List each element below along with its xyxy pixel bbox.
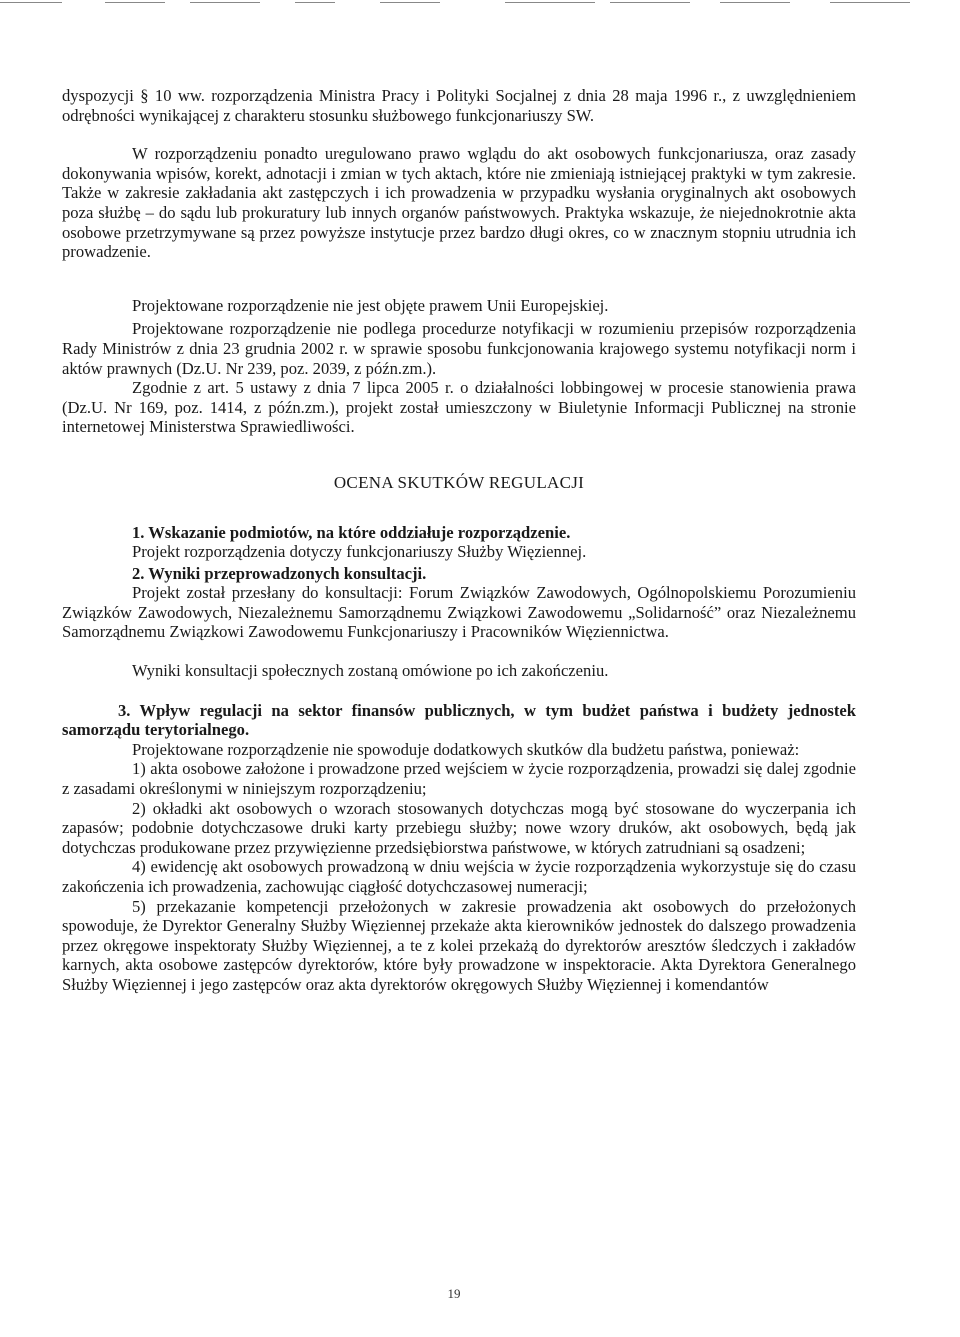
paragraph-lobbying: Zgodnie z art. 5 ustawy z dnia 7 lipca 2005 r. o działalności lobbingowej w procesie stanowienia prawa (Dz.U. Nr 169, poz. 1414, z późn.zm.), projekt został umieszczony w Biuletynie Informacji Publicznej na stronie internetowej Ministerstwa Sprawiedliwości.: [62, 378, 856, 437]
paragraph-eu-law: Projektowane rozporządzenie nie jest objęte prawem Unii Europejskiej.: [132, 295, 609, 315]
section-2-title: 2. Wyniki przeprowadzonych konsultacji.: [132, 563, 427, 583]
scan-edge-artifact: [0, 0, 960, 8]
paragraph-personnel-files-access: W rozporządzeniu ponadto uregulowano prawo wglądu do akt osobowych funkcjonariusza, oraz zasady dokonywania wpisów, korekt, adnotacji i zmian w tych aktach, które nie zmieniają istniejącej praktyki w tym zakresie. Także w zakresie zakładania akt zastępczych i ich prowadzenia w przypadku wysłania oryginalnych akt osobowych poza służbę – do sądu lub prokuratury lub innych organów państwowych. Praktyka wskazuje, że niejednokrotnie akta osobowe przetrzymywane są przez powyższe instytucje przez bardzo długi okres, co w znacznym stopniu utrudnia ich prowadzenie.: [62, 144, 856, 262]
list-item: 2) okładki akt osobowych o wzorach stosowanych dotychczas mogą być stosowane do wyczerpania ich zapasów; podobnie dotychczasowe druki karty przebiegu służby; nowe wzory druków, akt osobowych, będą jak dotychczas produkowane przez przywięzienne przedsiębiorstwa państwowe, w których zatrudniani są osadzeni;: [62, 798, 856, 857]
section-3-title-line-1: 3. Wpływ regulacji na sektor finansów publicznych, w tym budżet państwa i budżety: [118, 700, 779, 720]
section-1-title: 1. Wskazanie podmiotów, na które oddziałuje rozporządzenie.: [132, 522, 571, 542]
section-3-title: [62, 701, 856, 740]
list-item: 5) przekazanie kompetencji przełożonych w zakresie prowadzenia akt osobowych do przełożonych spowoduje, że Dyrektor Generalny Służby Więziennej przekaże akta kierowników jednostek do dalszego prowadzenia przez okręgowe inspektoraty Służby Więziennej, a te z kolei przekażą do dyrektorów aresztów śledczych i zakładów karnych, akta osobowe zastępców dyrektorów, które były prowadzone w inspektoracie. Akta Dyrektora Generalnego Służby Więziennej i jego zastępców oraz akta dyrektorów okręgowych Służby Więziennej i komendantów: [62, 896, 856, 994]
paragraph-continuation: dyspozycji § 10 ww. rozporządzenia Ministra Pracy i Polityki Socjalnej z dnia 28 maja 1996 r., z uwzględnieniem odrębności wynikającej z charakteru stosunku służbowego funkcjonariuszy SW.: [62, 86, 856, 125]
section-3-intro: Projektowane rozporządzenie nie spowoduje dodatkowych skutków dla budżetu państwa, ponieważ:: [132, 739, 800, 759]
page-number: 19: [447, 1286, 461, 1301]
section-2-text: Projekt został przesłany do konsultacji: Forum Związków Zawodowych, Ogólnopolskiemu Porozumieniu Związków Zawodowych, Niezależnemu Samorządnemu Związkowi Zawodowemu „Solidarność” oraz Niezależnemu Samorządnemu Związkowi Zawodowemu Funkcjonariuszy i Pracowników Więziennictwa.: [62, 583, 856, 642]
section-2-summary: Wyniki konsultacji społecznych zostaną omówione po ich zakończeniu.: [132, 661, 609, 681]
list-item: 4) ewidencję akt osobowych prowadzoną w dniu wejścia w życie rozporządzenia wykorzystuje się do czasu zakończenia ich prowadzenia, zachowując ciągłość dotychczasowej numeracji;: [62, 857, 856, 896]
paragraph-notification: Projektowane rozporządzenie nie podlega procedurze notyfikacji w rozumieniu przepisów rozporządzenia Rady Ministrów z dnia 23 grudnia 2002 r. w sprawie sposobu funkcjonowania krajowego systemu notyfikacji norm i aktów prawnych (Dz.U. Nr 239, poz. 2039, z późn.zm.).: [62, 319, 856, 378]
document-page: [62, 86, 856, 995]
list-item: 1) akta osobowe założone i prowadzone przed wejściem w życie rozporządzenia, prowadzi się dalej zgodnie z zasadami określonymi w niniejszym rozporządzeniu;: [62, 759, 856, 799]
section-1-text: Projekt rozporządzenia dotyczy funkcjonariuszy Służby Więziennej.: [132, 542, 587, 562]
section-3-title-line-2: jednostek samorządu terytorialnego.: [62, 700, 856, 740]
osr-heading: OCENA SKUTKÓW REGULACJI: [333, 472, 585, 492]
